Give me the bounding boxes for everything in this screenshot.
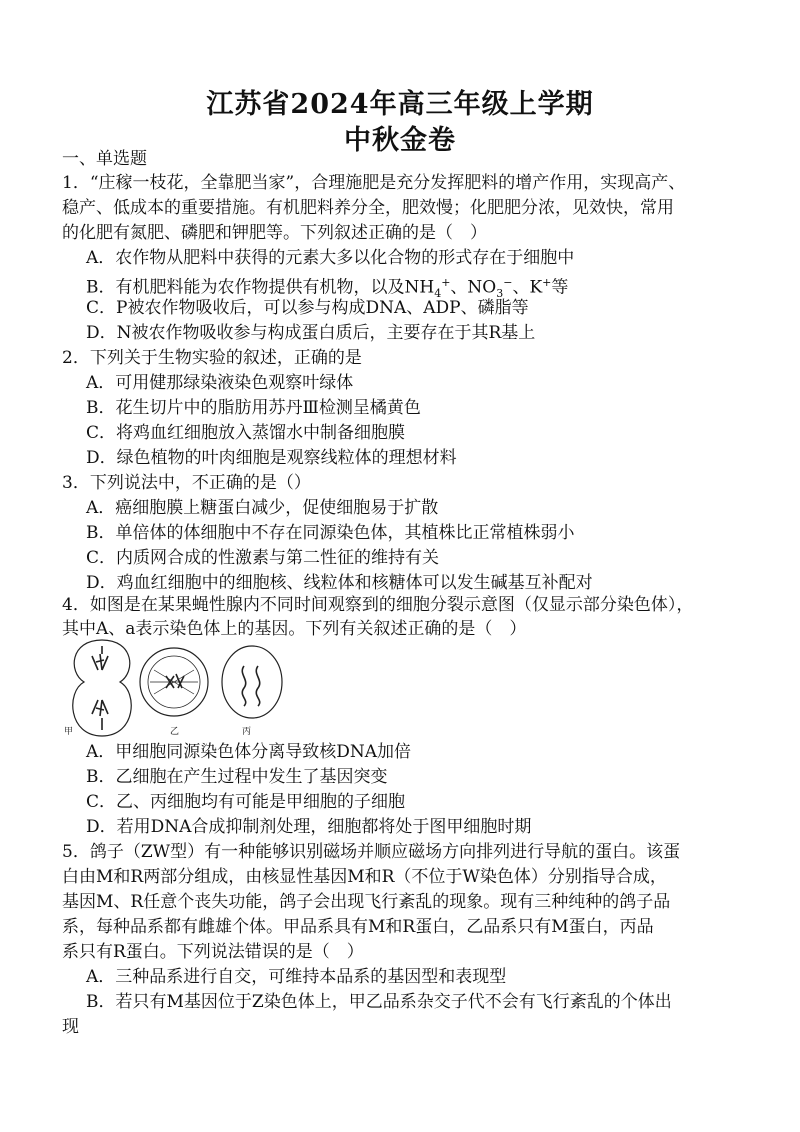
q1-line-2: 稳产、低成本的重要措施。有机肥料养分全，肥效慢；化肥肥分浓，见效快，常用 xyxy=(62,198,674,218)
q4-option-a: A．甲细胞同源染色体分离导致核DNA加倍 xyxy=(86,742,412,762)
q5-line-1: 5．鸽子（ZW型）有一种能够识别磁场并顺应磁场方向排列进行导航的蛋白。该蛋 xyxy=(62,842,681,862)
cell-jia-diagram xyxy=(73,640,131,736)
figure-label-bing: 丙 xyxy=(242,727,252,737)
q5-line-2: 白由M和R两部分组成，由核显性基因M和R（不位于W染色体）分别指导合成， xyxy=(62,867,667,887)
q3-option-d: D．鸡血红细胞中的细胞核、线粒体和核糖体可以发生碱基互补配对 xyxy=(86,573,593,593)
q2-option-a: A．可用健那绿染液染色观察叶绿体 xyxy=(86,373,354,393)
q5-option-b-line-2: 现 xyxy=(62,1017,79,1037)
title-line-2: 中秋金卷 xyxy=(344,125,456,156)
q2-option-d: D．绿色植物的叶肉细胞是观察线粒体的理想材料 xyxy=(86,448,457,468)
q3-line-1: 3．下列说法中，不正确的是（） xyxy=(62,473,311,493)
q4-option-c: C．乙、丙细胞均有可能是甲细胞的子细胞 xyxy=(86,792,406,812)
q3-option-b: B．单倍体的体细胞中不存在同源染色体，其植株比正常植株弱小 xyxy=(86,523,575,543)
section-heading: 一、单选题 xyxy=(62,149,147,169)
q1-line-1: 1．“庄稼一枝花，全靠肥当家”，合理施肥是充分发挥肥料的增产作用，实现高产、 xyxy=(62,173,686,193)
q1-option-a: A．农作物从肥料中获得的元素大多以化合物的形式存在于细胞中 xyxy=(86,248,575,268)
q4-option-b: B．乙细胞在产生过程中发生了基因突变 xyxy=(86,767,388,787)
q5-option-a: A．三种品系进行自交，可维持本品系的基因型和表现型 xyxy=(86,967,507,987)
q1-option-c: C．P被农作物吸收后，可以参与构成DNA、ADP、磷脂等 xyxy=(86,298,529,318)
q3-option-a: A．癌细胞膜上糖蛋白减少，促使细胞易于扩散 xyxy=(86,498,439,518)
q5-line-3: 基因M、R任意个丧失功能，鸽子会出现飞行紊乱的现象。现有三种纯种的鸽子品 xyxy=(62,892,671,912)
q4-line-2: 其中A、a表示染色体上的基因。下列有关叙述正确的是（ ） xyxy=(62,619,527,639)
q5-line-4: 系，每种品系都有雌雄个体。甲品系具有M和R蛋白，乙品系只有M蛋白，丙品 xyxy=(62,917,654,937)
q2-option-c: C．将鸡血红细胞放入蒸馏水中制备细胞膜 xyxy=(86,423,406,443)
figure-label-jia: 甲 xyxy=(64,727,74,737)
cell-bing-diagram xyxy=(222,646,282,718)
cell-division-figure xyxy=(62,632,302,744)
q4-option-d: D．若用DNA合成抑制剂处理，细胞都将处于图甲细胞时期 xyxy=(86,817,532,837)
q3-option-c: C．内质网合成的性激素与第二性征的维持有关 xyxy=(86,548,440,568)
figure-label-yi: 乙 xyxy=(170,727,180,737)
q2-line-1: 2．下列关于生物实验的叙述，正确的是 xyxy=(62,348,362,368)
q1-option-d: D．N被农作物吸收参与构成蛋白质后，主要存在于其R基上 xyxy=(86,323,536,343)
cell-yi-diagram xyxy=(140,648,208,716)
q1-option-b: B．有机肥料能为农作物提供有机物，以及$NH_4^+$、$NO_3^-$、K+等 xyxy=(86,276,569,301)
q5-option-b-line-1: B．若只有M基因位于Z染色体上，甲乙品系杂交子代不会有飞行紊乱的个体出 xyxy=(86,992,672,1012)
q4-line-1: 4．如图是在某果蝇性腺内不同时间观察到的细胞分裂示意图（仅显示部分染色体）， xyxy=(62,595,694,615)
q2-option-b: B．花生切片中的脂肪用苏丹Ⅲ检测呈橘黄色 xyxy=(86,398,421,418)
title-line-1: 江苏省2024年高三年级上学期 xyxy=(206,89,594,120)
q1-line-3: 的化肥有氮肥、磷肥和钾肥等。下列叙述正确的是（ ） xyxy=(62,223,487,243)
q5-line-5: 系只有R蛋白。下列说法错误的是（ ） xyxy=(62,942,364,962)
